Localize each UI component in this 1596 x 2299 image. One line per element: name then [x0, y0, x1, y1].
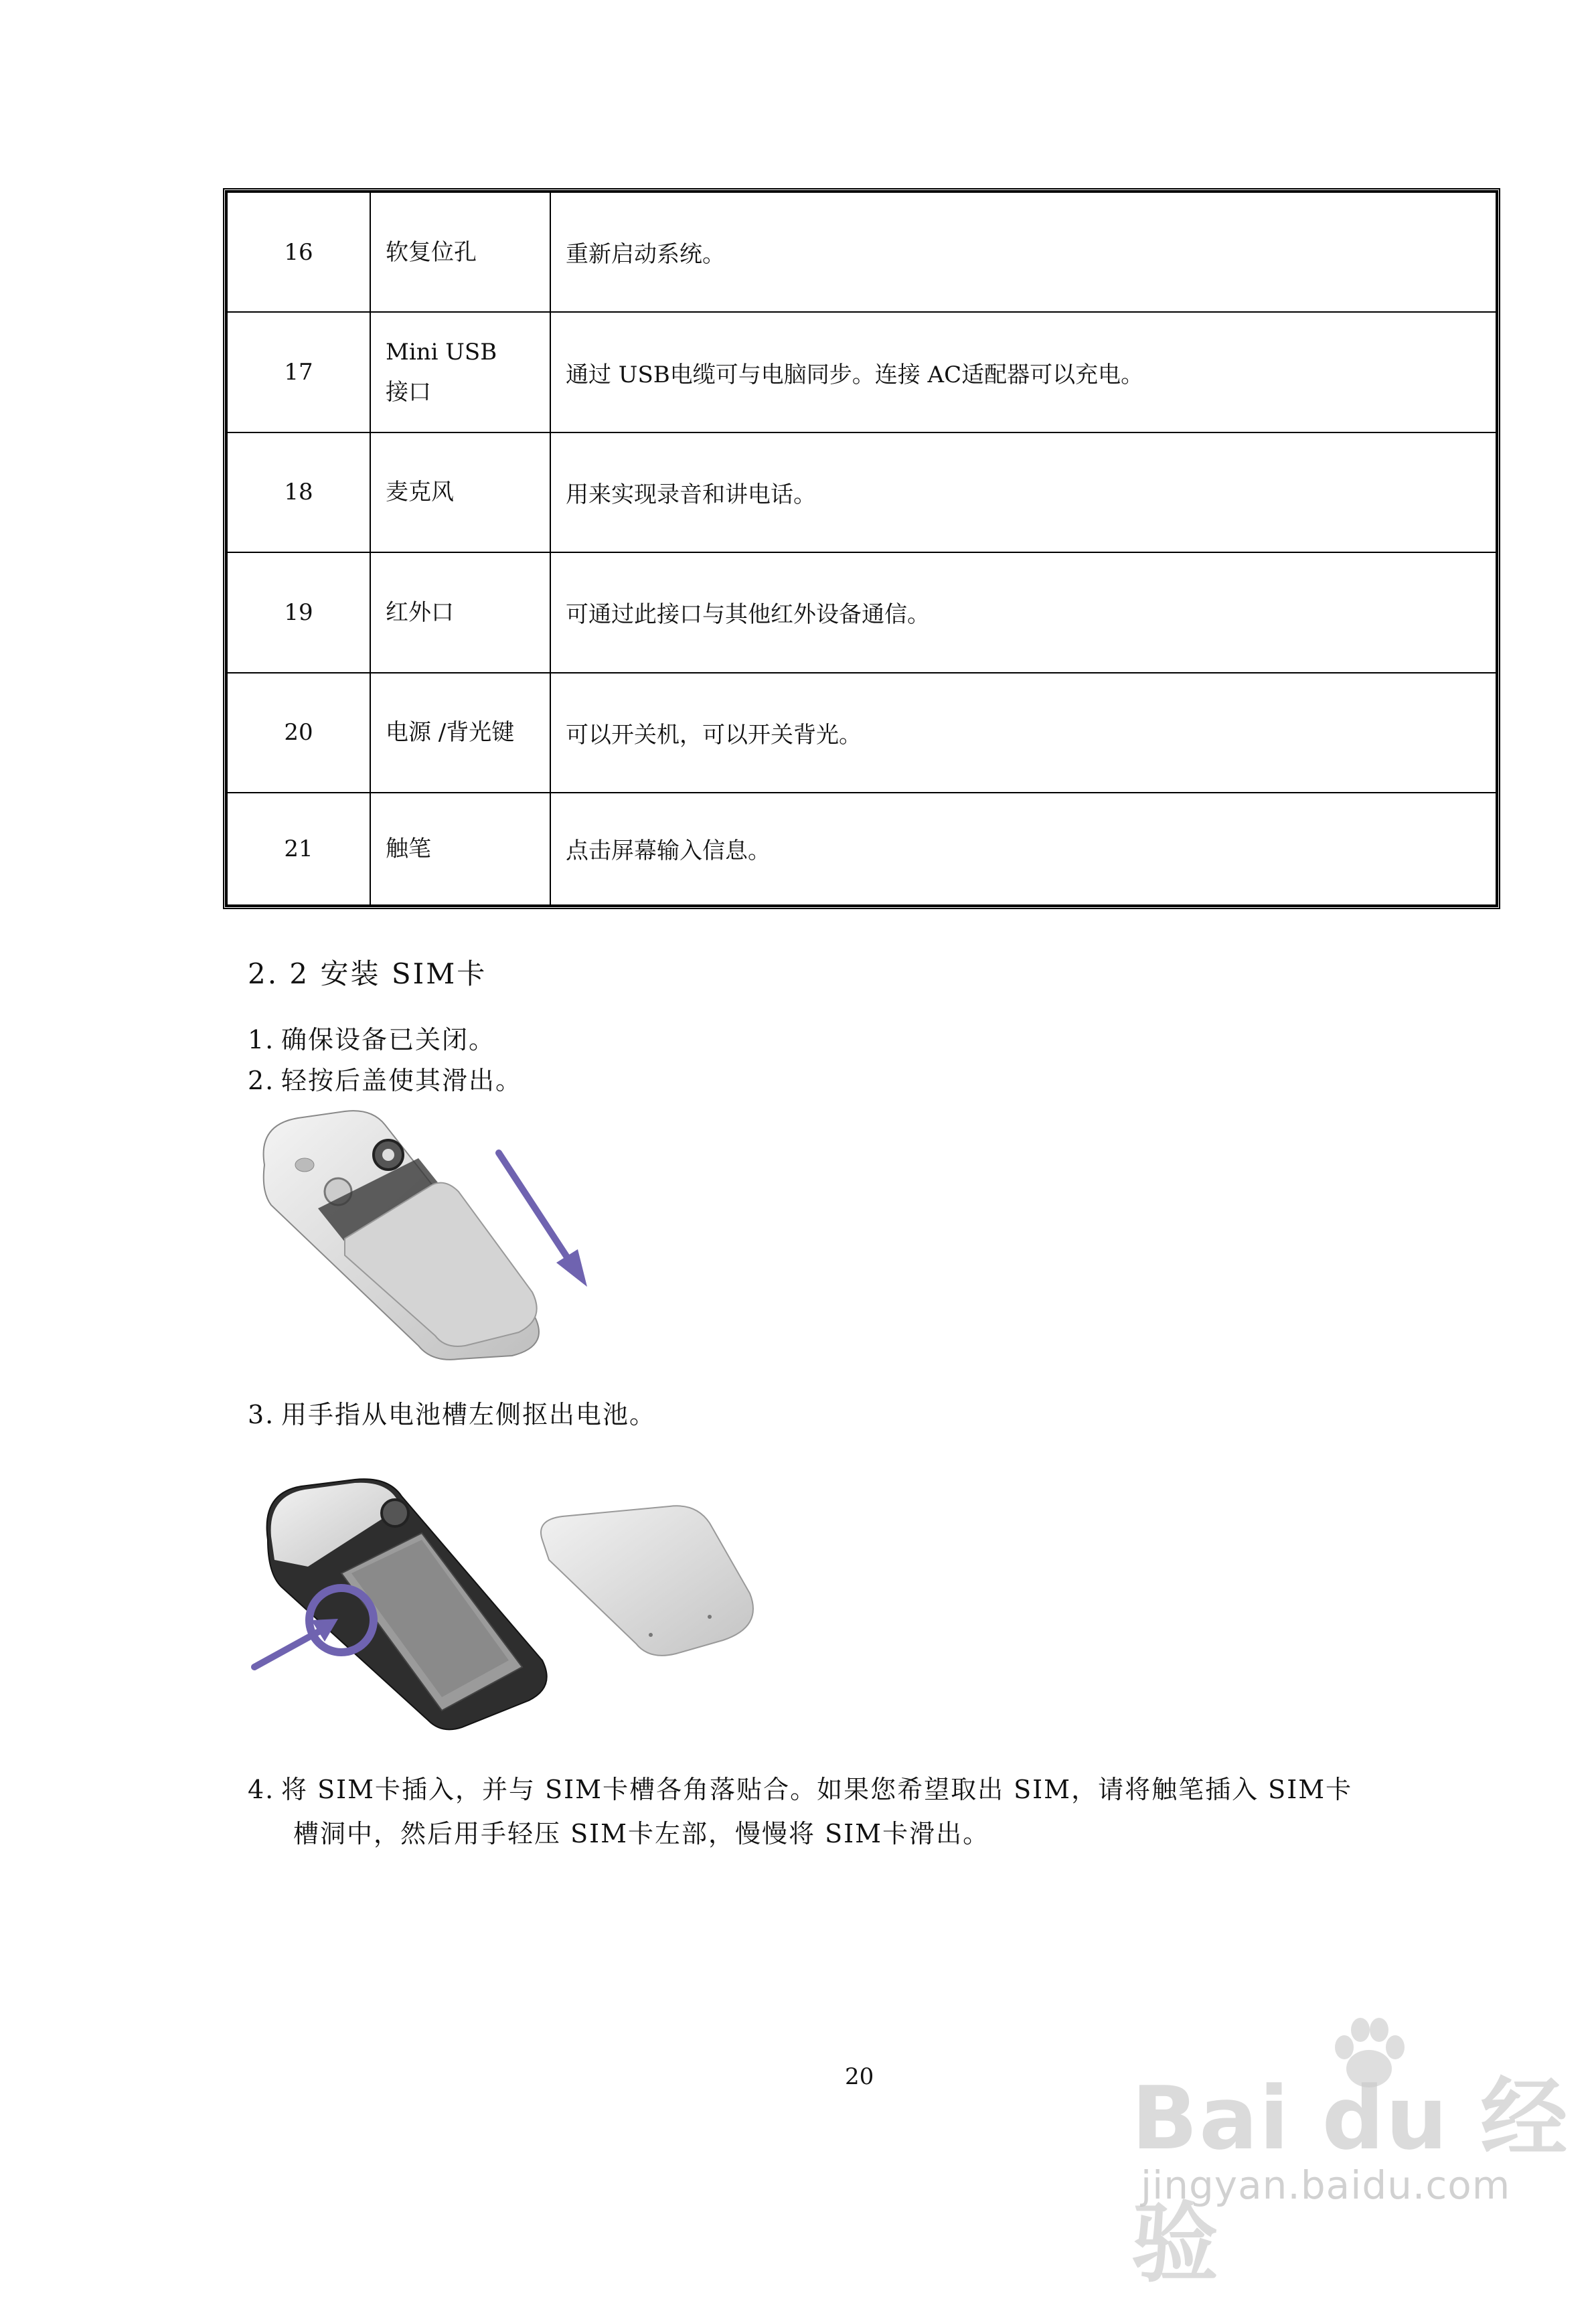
- page-number: 20: [845, 2063, 874, 2090]
- step-text-line1: 将 SIM卡插入，并与 SIM卡槽各角落贴合。如果您希望取出 SIM，请将触笔插入 SIM卡: [281, 1775, 1353, 1804]
- row-number: 18: [227, 432, 370, 552]
- watermark-logo-text: Bai du 经验: [1131, 2067, 1569, 2294]
- row-number: 20: [227, 673, 370, 793]
- step-1: [248, 1019, 495, 1056]
- section-heading: 2. 2 安装 SIM卡: [248, 957, 487, 990]
- step-2: [248, 1060, 522, 1097]
- baidu-jingyan-watermark: [1131, 2002, 1573, 2294]
- step-4: [248, 1767, 1352, 1856]
- part-description: 用来实现录音和讲电话。: [550, 432, 1496, 552]
- part-name: [370, 312, 550, 432]
- parts-table: [223, 188, 1500, 909]
- table-row: [227, 793, 1496, 905]
- step-text-line2: 槽洞中，然后用手轻压 SIM卡左部，慢慢将 SIM卡滑出。: [293, 1819, 990, 1848]
- row-number: 17: [227, 312, 370, 432]
- part-description: 重新启动系统。: [550, 192, 1496, 312]
- step-text: 用手指从电池槽左侧抠出电池。: [281, 1400, 657, 1429]
- table-row: [227, 312, 1496, 432]
- part-name-line2: 接口: [386, 379, 431, 406]
- part-name-line1: Mini USB: [386, 339, 497, 366]
- parts-table-grid: [226, 191, 1497, 906]
- part-name: 红外口: [370, 552, 550, 672]
- step-3: [248, 1394, 656, 1431]
- step-number: 2.: [248, 1066, 275, 1095]
- figure-remove-back-cover: [244, 1098, 646, 1366]
- step-number: 3.: [248, 1400, 275, 1429]
- table-row: [227, 192, 1496, 312]
- part-description: 可以开关机，可以开关背光。: [550, 673, 1496, 793]
- part-description: 可通过此接口与其他红外设备通信。: [550, 552, 1496, 672]
- row-number: 19: [227, 552, 370, 672]
- step-text: 确保设备已关闭。: [281, 1025, 496, 1054]
- step-number: 4.: [248, 1775, 275, 1804]
- part-name: 麦克风: [370, 432, 550, 552]
- row-number: 16: [227, 192, 370, 312]
- part-description: 通过 USB电缆可与电脑同步。连接 AC适配器可以充电。: [550, 312, 1496, 432]
- table-row: [227, 673, 1496, 793]
- watermark-url: jingyan.baidu.com: [1141, 2162, 1511, 2208]
- step-text: 轻按后盖使其滑出。: [281, 1066, 523, 1095]
- table-row: [227, 432, 1496, 552]
- row-number: 21: [227, 793, 370, 905]
- figure-remove-battery: [241, 1459, 770, 1741]
- step-number: 1.: [248, 1025, 275, 1054]
- part-name: 软复位孔: [370, 192, 550, 312]
- part-name: 触笔: [370, 793, 550, 905]
- part-name: 电源 /背光键: [370, 673, 550, 793]
- table-row: [227, 552, 1496, 672]
- part-description: 点击屏幕输入信息。: [550, 793, 1496, 905]
